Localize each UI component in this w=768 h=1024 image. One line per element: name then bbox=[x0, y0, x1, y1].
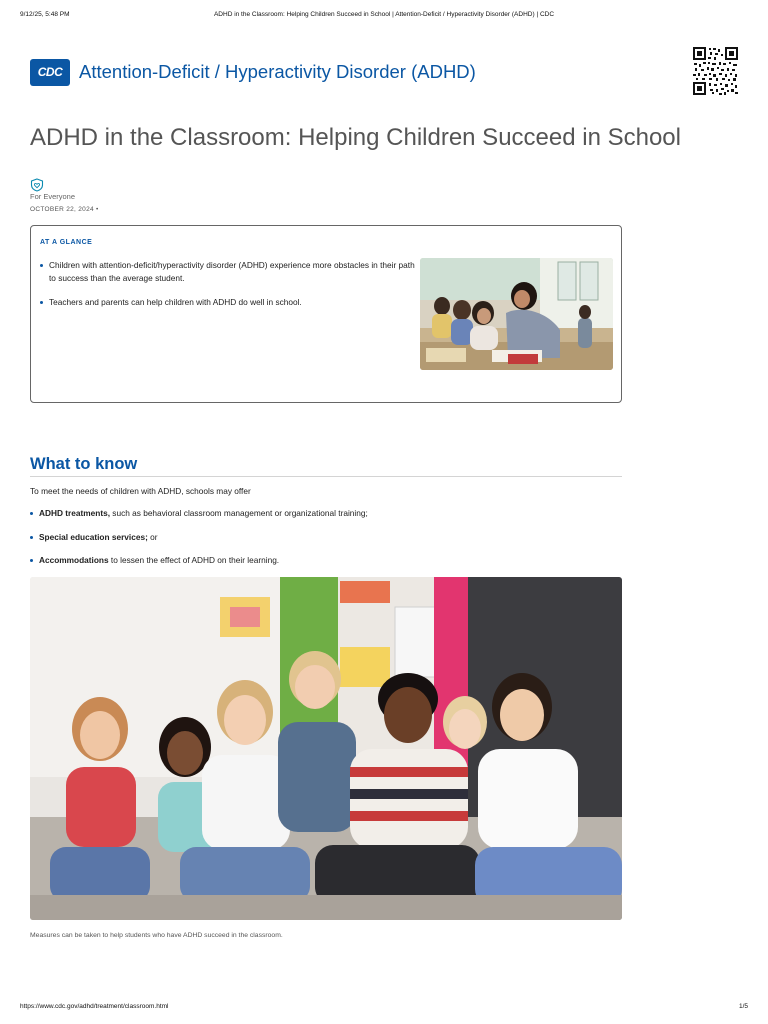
what-to-know-list bbox=[30, 508, 622, 579]
what-to-know-intro: To meet the needs of children with ADHD, schools may offer bbox=[30, 486, 251, 496]
cdc-logo[interactable] bbox=[30, 59, 70, 86]
qr-code bbox=[692, 46, 739, 96]
list-item bbox=[30, 555, 622, 579]
at-a-glance-list bbox=[40, 259, 415, 320]
publish-date-text: OCTOBER 22, 2024 bbox=[30, 206, 94, 213]
print-document-title: ADHD in the Classroom: Helping Children Succeed in School | Attention-Deficit / Hyperactivity Disorder (ADHD) | CDC bbox=[213, 11, 555, 18]
print-datetime: 9/12/25, 5:48 PM bbox=[20, 11, 70, 18]
print-footer bbox=[20, 1003, 748, 1010]
list-item bbox=[30, 508, 622, 532]
page-title: ADHD in the Classroom: Helping Children Succeed in School bbox=[30, 124, 681, 151]
audience-label: For Everyone bbox=[30, 192, 76, 201]
classroom-teacher-photo bbox=[420, 258, 613, 370]
site-header bbox=[30, 58, 476, 86]
children-classroom-photo bbox=[30, 577, 622, 920]
publish-date bbox=[30, 206, 99, 213]
list-item-bold: ADHD treatments, bbox=[39, 508, 110, 518]
print-url: https://www.cdc.gov/adhd/treatment/classroom.html bbox=[20, 1003, 169, 1010]
list-item-bold: Special education services; bbox=[39, 531, 148, 542]
list-item-text: to lessen the effect of ADHD on their learning. bbox=[108, 555, 280, 565]
section-divider bbox=[30, 476, 622, 477]
print-page-number: 1/5 bbox=[738, 1003, 748, 1010]
shield-heart-icon bbox=[30, 178, 44, 192]
list-item-text: such as behavioral classroom management or organizational training; bbox=[110, 508, 368, 518]
at-a-glance-heading: AT A GLANCE bbox=[40, 239, 93, 246]
list-item bbox=[30, 532, 622, 556]
at-a-glance-box bbox=[30, 225, 622, 403]
list-item: Teachers and parents can help children with ADHD do well in school. bbox=[40, 296, 415, 309]
cdc-logo-text: CDC bbox=[37, 65, 63, 79]
image-caption: Measures can be taken to help students who have ADHD succeed in the classroom. bbox=[30, 932, 283, 939]
list-item-bold: Accommodations bbox=[39, 555, 109, 565]
print-header bbox=[20, 11, 748, 23]
what-to-know-heading: What to know bbox=[30, 455, 138, 473]
site-title[interactable]: Attention-Deficit / Hyperactivity Disorder (ADHD) bbox=[79, 61, 476, 82]
list-item: Children with attention-deficit/hyperactivity disorder (ADHD) experience more obstacles in their path to success than the average student. bbox=[40, 259, 415, 285]
date-separator: • bbox=[96, 206, 99, 213]
list-item-text: or bbox=[147, 531, 158, 542]
